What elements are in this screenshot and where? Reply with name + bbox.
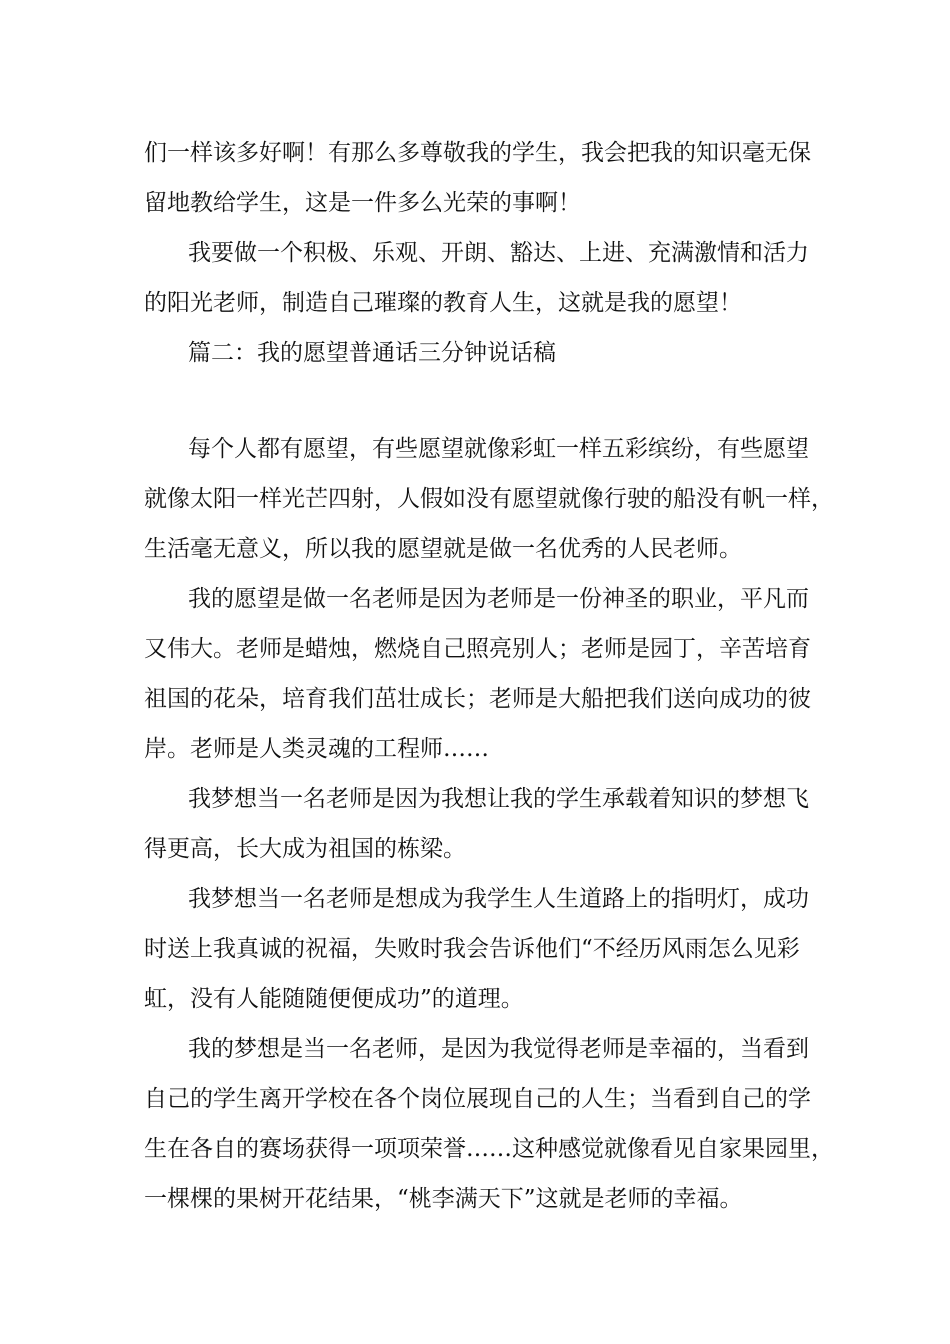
text-line: 又伟大。老师是蜡烛，燃烧自己照亮别人；老师是园丁，辛苦培育 (144, 636, 811, 662)
text-line: 们一样该多好啊！有那么多尊敬我的学生，我会把我的知识毫无保 (144, 140, 811, 166)
text-line: 我梦想当一名老师是因为我想让我的学生承载着知识的梦想飞 (188, 786, 809, 812)
text-line: 我的梦想是当一名老师，是因为我觉得老师是幸福的，当看到 (188, 1036, 809, 1062)
text-line: 得更高，长大成为祖国的栋梁。 (144, 836, 466, 862)
text-line: 祖国的花朵，培育我们茁壮成长；老师是大船把我们送向成功的彼 (144, 686, 811, 712)
text-line: 我梦想当一名老师是想成为我学生人生道路上的指明灯，成功 (188, 886, 809, 912)
text-line: 我的愿望是做一名老师是因为老师是一份神圣的职业，平凡而 (188, 586, 809, 612)
text-line: 我要做一个积极、乐观、开朗、豁达、上进、充满激情和活力 (188, 240, 809, 266)
text-line: 留地教给学生，这是一件多么光荣的事啊！ (144, 190, 581, 216)
text-line: 生在各自的赛场获得一项项荣誉……这种感觉就像看见自家果园里， (144, 1136, 834, 1162)
text-line: 的阳光老师，制造自己璀璨的教育人生，这就是我的愿望！ (144, 290, 742, 316)
text-line: 时送上我真诚的祝福，失败时我会告诉他们“不经历风雨怎么见彩 (144, 936, 800, 962)
text-line: 一棵棵的果树开花结果，“桃李满天下”这就是老师的幸福。 (144, 1186, 743, 1212)
text-line: 自己的学生离开学校在各个岗位展现自己的人生；当看到自己的学 (144, 1086, 811, 1112)
text-line: 生活毫无意义，所以我的愿望就是做一名优秀的人民老师。 (144, 536, 742, 562)
text-line: 岸。老师是人类灵魂的工程师…… (144, 736, 489, 762)
text-line: 每个人都有愿望，有些愿望就像彩虹一样五彩缤纷，有些愿望 (188, 436, 809, 462)
text-line: 虹，没有人能随随便便成功”的道理。 (144, 986, 524, 1012)
section-heading: 篇二：我的愿望普通话三分钟说话稿 (188, 340, 556, 366)
text-line: 就像太阳一样光芒四射，人假如没有愿望就像行驶的船没有帆一样， (144, 486, 834, 512)
